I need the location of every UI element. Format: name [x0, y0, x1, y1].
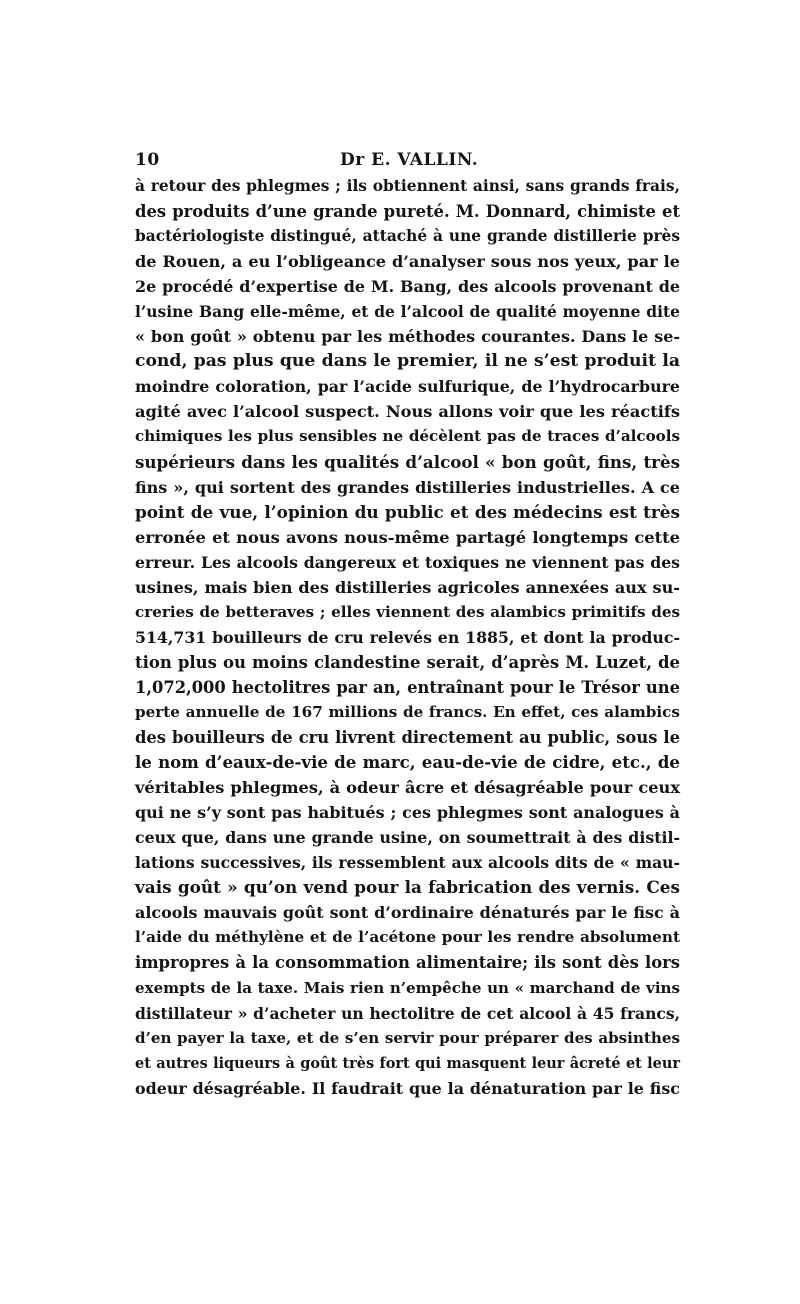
- text-line: alcools mauvais goût sont d’ordinaire dénaturés par le fisc à: [135, 903, 680, 923]
- text-line: de Rouen, a eu l’obligeance d’analyser sous nos yeux, par le: [135, 252, 680, 272]
- text-line: odeur désagréable. Il faudrait que la dénaturation par le fisc: [135, 1078, 680, 1098]
- text-line: supérieurs dans les qualités d’alcool « bon goût, fins, très: [135, 451, 680, 472]
- text-line: des produits d’une grande pureté. M. Donnard, chimiste et: [135, 202, 680, 222]
- text-line: moindre coloration, par l’acide sulfurique, de l’hydrocarbure: [135, 377, 680, 397]
- text-line: et autres liqueurs à goût très fort qui masquent leur âcreté et leur: [135, 1054, 680, 1072]
- text-line: 514,731 bouilleurs de cru relevés en 1885, et dont la produc-: [135, 627, 680, 647]
- running-head: [135, 150, 680, 174]
- text-line: qui ne s’y sont pas habitués ; ces phlegmes sont analogues à: [135, 803, 680, 823]
- text-line: point de vue, l’opinion du public et des médecins est très: [135, 501, 680, 522]
- text-line: l’aide du méthylène et de l’acétone pour les rendre absolument: [135, 928, 680, 947]
- text-line: cond, pas plus que dans le premier, il ne s’est produit la: [135, 351, 680, 372]
- text-line: agité avec l’alcool suspect. Nous allons voir que les réactifs: [135, 402, 680, 422]
- text-line: fins », qui sortent des grandes distilleries industrielles. A ce: [135, 477, 680, 497]
- text-line: 1,072,000 hectolitres par an, entraînant pour le Trésor une: [135, 677, 680, 697]
- text-line: perte annuelle de 167 millions de francs. En effet, ces alambics: [135, 702, 680, 721]
- text-line: l’usine Bang elle-même, et de l’alcool de qualité moyenne dite: [135, 302, 680, 322]
- text-line: exempts de la taxe. Mais rien n’empêche un « marchand de vins: [135, 978, 680, 997]
- text-line: tion plus ou moins clandestine serait, d’après M. Luzet, de: [135, 652, 680, 672]
- text-line: le nom d’eaux-de-vie de marc, eau-de-vie de cidre, etc., de: [135, 752, 680, 773]
- text-line: vais goût » qu’on vend pour la fabrication des vernis. Ces: [135, 877, 680, 898]
- text-line: à retour des phlegmes ; ils obtiennent ainsi, sans grands frais,: [135, 177, 680, 195]
- text-line: des bouilleurs de cru livrent directement au public, sous le: [135, 728, 680, 748]
- text-line: creries de betteraves ; elles viennent des alambics primitifs des: [135, 602, 680, 621]
- text-line: chimiques les plus sensibles ne décèlent pas de traces d’alcools: [135, 427, 680, 446]
- text-line: 2e procédé d’expertise de M. Bang, des alcools provenant de: [135, 277, 680, 297]
- text-line: impropres à la consommation alimentaire; ils sont dès lors: [135, 953, 680, 973]
- body-paragraph: [135, 174, 680, 1101]
- text-line: erronée et nous avons nous-même partagé longtemps cette: [135, 527, 680, 547]
- text-line: bactériologiste distingué, attaché à une grande distillerie près: [135, 227, 680, 246]
- text-line: véritables phlegmes, à odeur âcre et désagréable pour ceux: [135, 778, 680, 798]
- text-line: erreur. Les alcools dangereux et toxiques ne viennent pas des: [135, 552, 680, 572]
- text-line: d’en payer la taxe, et de s’en servir pour préparer des absinthes: [135, 1028, 680, 1047]
- text-line: « bon goût » obtenu par les méthodes courantes. Dans le se-: [135, 327, 680, 347]
- book-page: [135, 150, 680, 1101]
- text-line: usines, mais bien des distilleries agricoles annexées aux su-: [135, 577, 680, 597]
- text-line: distillateur » d’acheter un hectolitre de cet alcool à 45 francs,: [135, 1003, 680, 1023]
- running-title: Dr E. VALLIN.: [340, 150, 479, 170]
- text-line: ceux que, dans une grande usine, on soumettrait à des distil-: [135, 828, 680, 848]
- page-number: 10: [135, 150, 160, 170]
- text-line: lations successives, ils ressemblent aux alcools dits de « mau-: [135, 853, 680, 873]
